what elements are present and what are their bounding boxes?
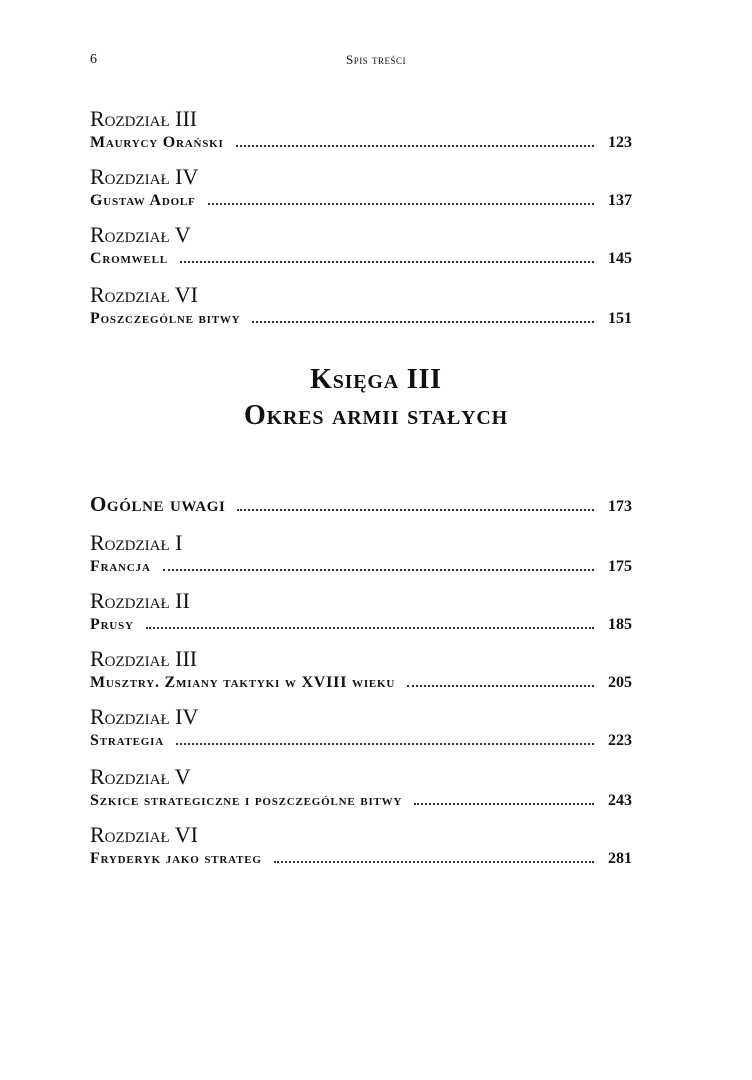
toc-entry[interactable] [90,106,632,158]
chapter-label: Rozdział I [90,530,183,555]
page-ref: 137 [608,192,632,209]
dot-leader [407,685,594,687]
toc-entry[interactable] [90,764,632,816]
toc-entry[interactable] [90,282,632,334]
chapter-title: Prusy [90,616,134,633]
chapter-title: Strategia [90,732,164,749]
page-ref: 151 [608,310,632,327]
page-header [0,52,752,72]
chapter-label: Rozdział V [90,222,191,247]
dot-leader [236,145,594,147]
chapter-label: Rozdział VI [90,822,198,847]
chapter-title: Gustaw Adolf [90,192,196,209]
chapter-label: Rozdział II [90,588,190,613]
dot-leader [180,261,594,263]
toc-entry[interactable] [90,822,632,874]
page-ref: 123 [608,134,632,151]
chapter-label: Rozdział V [90,764,191,789]
toc-entry[interactable] [90,704,632,756]
dot-leader [252,321,594,323]
chapter-title: Maurycy Orański [90,134,224,151]
chapter-title: Francja [90,558,151,575]
chapter-title: Fryderyk jako strateg [90,850,262,867]
dot-leader [414,803,594,805]
chapter-label: Rozdział III [90,646,198,671]
chapter-title: Cromwell [90,250,168,267]
toc-entry[interactable] [90,646,632,698]
running-head: Spis treści [346,52,406,67]
page-ref: 243 [608,792,632,809]
toc-entry[interactable] [90,490,632,516]
dot-leader [237,509,594,511]
book-number: Księga III [310,364,442,395]
page-ref: 185 [608,616,632,633]
chapter-title: Szkice strategiczne i poszczególne bitwy [90,792,403,809]
page-number: 6 [90,52,97,67]
chapter-label: Rozdział IV [90,164,199,189]
page-ref: 145 [608,250,632,267]
chapter-title: Poszczególne bitwy [90,310,241,327]
page-ref: 281 [608,850,632,867]
toc-entry[interactable] [90,222,632,274]
chapter-title: Musztry. Zmiany taktyki w XVIII wieku [90,674,396,691]
dot-leader [274,861,594,863]
dot-leader [208,203,594,205]
dot-leader [163,569,594,571]
book-heading [0,362,752,434]
page-ref: 205 [608,674,632,691]
page-ref: 223 [608,732,632,749]
chapter-label: Rozdział III [90,106,198,131]
dot-leader [176,743,594,745]
chapter-label: Rozdział IV [90,704,199,729]
dot-leader [146,627,594,629]
page-ref: 175 [608,558,632,575]
toc-entry[interactable] [90,588,632,640]
chapter-label: Rozdział VI [90,282,198,307]
toc-entry[interactable] [90,530,632,582]
book-title: Okres armii stałych [244,400,508,431]
page-ref: 173 [608,498,632,515]
section-title: Ogólne uwagi [90,492,226,516]
toc-entry[interactable] [90,164,632,216]
